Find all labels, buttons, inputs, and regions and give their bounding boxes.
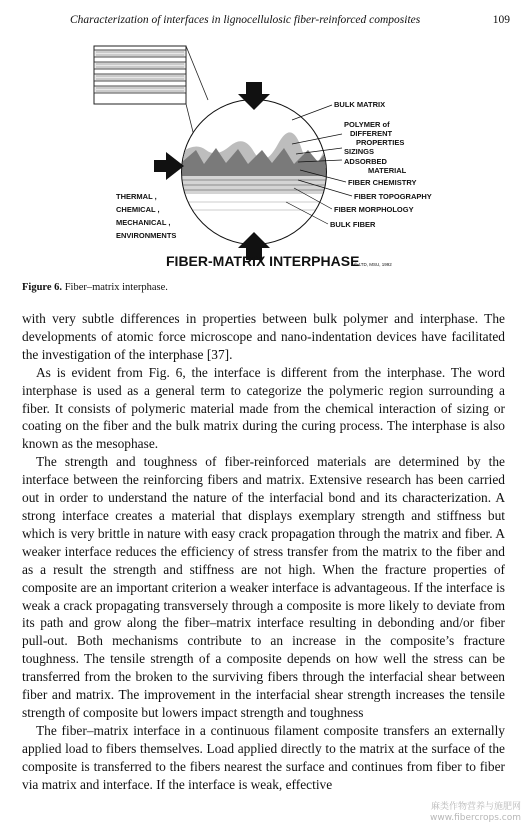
label-chemical: CHEMICAL , bbox=[116, 205, 160, 214]
label-bulk-fiber: BULK FIBER bbox=[330, 220, 376, 229]
running-title: Characterization of interfaces in lignocellulosic fiber-reinforced composites bbox=[70, 14, 421, 26]
figure-caption bbox=[22, 282, 168, 293]
label-polymer-of: POLYMER of bbox=[344, 120, 390, 129]
label-fiber-chemistry: FIBER CHEMISTRY bbox=[348, 178, 417, 187]
watermark-line-cn: 麻类作物营养与施肥网 bbox=[430, 802, 521, 812]
interphase-circle bbox=[182, 100, 326, 244]
label-properties: PROPERTIES bbox=[356, 138, 405, 147]
label-thermal: THERMAL , bbox=[116, 192, 157, 201]
label-fiber-morphology: FIBER MORPHOLOGY bbox=[334, 205, 414, 214]
label-different: DIFFERENT bbox=[350, 129, 393, 138]
label-sizings: SIZINGS bbox=[344, 147, 375, 156]
fiber-matrix-figure bbox=[86, 42, 432, 272]
body-text bbox=[22, 310, 505, 793]
caption-text: Fiber–matrix interphase. bbox=[64, 282, 168, 293]
figure-credit: © LTD, MSU, 1992 bbox=[354, 262, 392, 267]
figure-title: FIBER-MATRIX INTERPHASE bbox=[166, 253, 360, 269]
paragraph: As is evident from Fig. 6, the interface is different from the interphase. The word interphase is used as a general term to categorize the polymeric region surrounding a fiber. It consists of polymeric material made from the chemical interaction of sizing or coating on the fiber and the bulk matrix during the curing process. The interphase is also known as the mesophase. bbox=[22, 364, 505, 452]
label-environments: ENVIRONMENTS bbox=[116, 231, 177, 240]
watermark bbox=[430, 802, 521, 824]
label-material: MATERIAL bbox=[368, 166, 407, 175]
caption-label: Figure 6. bbox=[22, 282, 63, 293]
running-header bbox=[70, 14, 510, 26]
paragraph: with very subtle differences in properties between bulk polymer and interphase. The developments of atomic force microscope and nano-indentation devices have facilitated the investigation of the interphase [37]. bbox=[22, 311, 505, 362]
label-bulk-matrix: BULK MATRIX bbox=[334, 100, 386, 109]
watermark-line-url: www.fibercrops.com bbox=[430, 813, 521, 823]
page-number: 109 bbox=[492, 14, 510, 26]
label-mechanical: MECHANICAL , bbox=[116, 218, 171, 227]
paragraph: The strength and toughness of fiber-reinforced materials are determined by the interface between the reinforcing fibers and matrix. Extensive research has been carried out in order to understand the nature of the interfacial bond and its characterization. A strong interface creates a material that displays exemplary strength and stiffness but which is very brittle in nature with easy crack propagation through the matrix and fiber. A weaker interface reduces the efficiency of stress transfer from the matrix to the fiber and as a result the strength and stiffness are not high. When the fracture properties of composite are an important criterion a weaker interface is advantageous. If the interface is weak a crack propagating transversely through a composite is more likely to deviate from its path and grow along the fiber–matrix interface resulting in debonding and/or fiber pull-out. Both mechanisms contribute to an increase in the composite’s fracture toughness. The tensile strength of a composite depends on how well the stress can be transferred from the broken to the surviving fibers through the interfacial shear between fiber and matrix. The improvement in the interfacial shear strength increases the tensile strength of composite but lowers impact strength and toughness bbox=[22, 454, 505, 720]
label-fiber-topography: FIBER TOPOGRAPHY bbox=[354, 192, 432, 201]
paragraph: The fiber–matrix interface in a continuous filament composite transfers an externally applied load to fibers themselves. Load applied directly to the matrix at the surface of the composite is transferred to the fibers nearest the surface and continues from fiber to fiber via matrix and interface. If the interface is weak, effective bbox=[22, 722, 505, 792]
label-adsorbed: ADSORBED bbox=[344, 157, 387, 166]
